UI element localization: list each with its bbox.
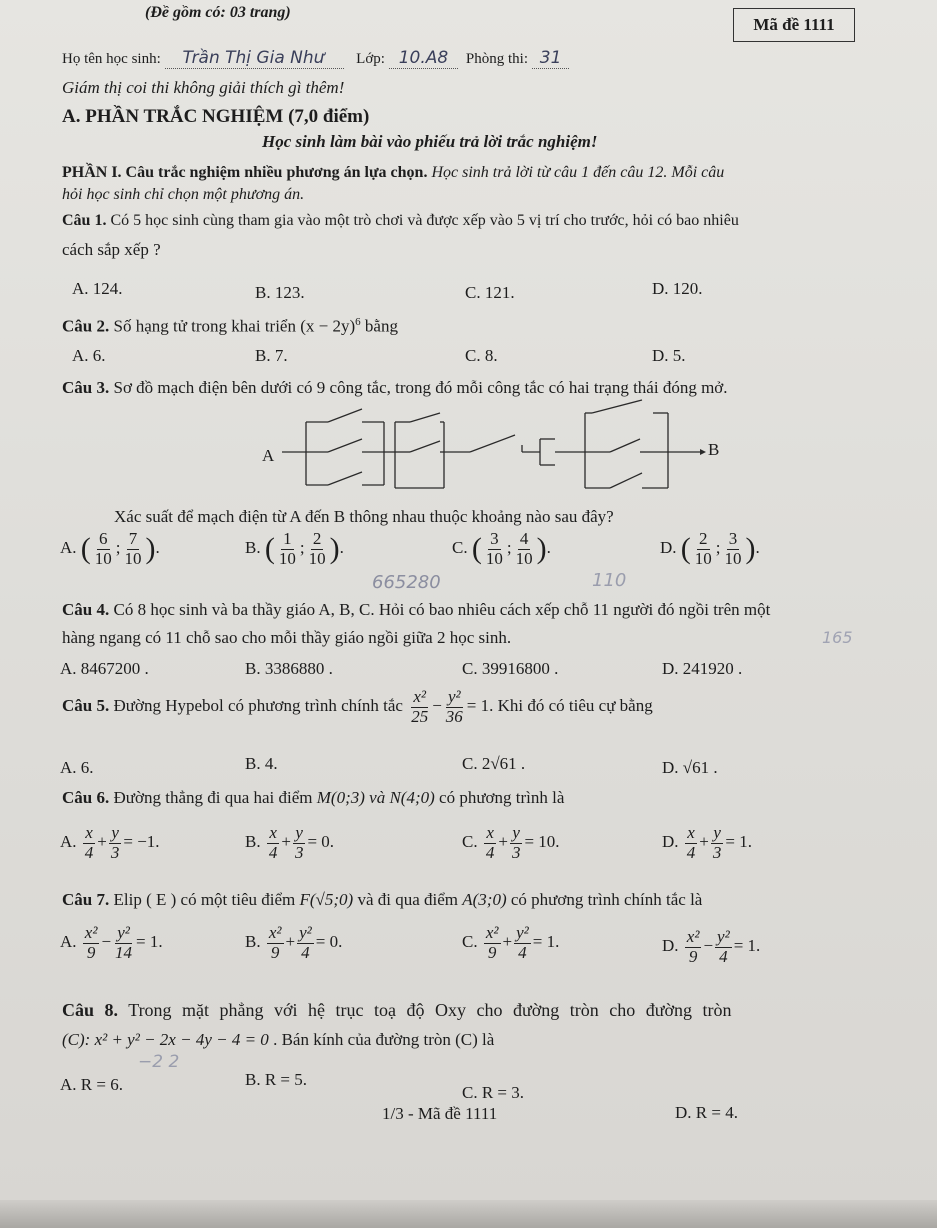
q6-a-3: 3: [110, 842, 120, 862]
q2-text-line: [62, 316, 398, 337]
q3-a-n2: 7: [128, 529, 138, 548]
q4-option-c[interactable]: C. 39916800 .: [462, 659, 559, 678]
q2-exponent: 6: [355, 316, 361, 328]
q1-label: Câu 1.: [62, 212, 107, 229]
q4-text: Có 8 học sinh và ba thầy giáo A, B, C. Hỏi có bao nhiêu cách xếp chỗ 11 người đó ngồi trên một: [113, 600, 771, 619]
q5-text-after: . Khi đó có tiêu cự bằng: [489, 696, 653, 716]
q6-a-y: y: [111, 823, 119, 842]
q3-option-a[interactable]: A. ( $\frac{6}{10}$ ; $\frac{7}{10}$ ).: [60, 529, 160, 568]
q6-b-3: 3: [294, 842, 304, 862]
circuit-node-b: B: [708, 440, 720, 459]
q5-label: Câu 5.: [62, 696, 110, 716]
q2-option-d[interactable]: D. 5.: [652, 346, 686, 365]
q3-d-n1: 2: [699, 529, 708, 548]
q1-text-line2: cách sắp xếp ?: [62, 240, 161, 259]
q3-a-d2: 10: [124, 548, 142, 568]
q3-option-b-letter: B.: [245, 538, 261, 558]
q6-option-c[interactable]: C. $\frac{x}{4}$ + $\frac{y}{3}$ = 10.: [462, 823, 560, 862]
q2-text-after: bằng: [364, 316, 398, 336]
q2-text: Số hạng tử trong khai triển: [113, 316, 296, 336]
q7-text: Elip ( E ) có một tiêu điểm: [113, 890, 296, 909]
q6-b-x: x: [269, 823, 277, 842]
q6-c-rhs: = 10.: [524, 832, 560, 852]
part-one-desc2: hỏi học sinh chỉ chọn một phương án.: [62, 186, 305, 203]
q3-option-d[interactable]: D. ( $\frac{2}{10}$ ; $\frac{3}{10}$ ).: [660, 529, 760, 568]
switch-6: [470, 435, 515, 452]
q6-a-4: 4: [84, 842, 94, 862]
q7-d-rhs: = 1.: [733, 936, 761, 956]
q7-option-c-letter: C.: [462, 932, 478, 952]
q8-text-line1: [62, 1000, 732, 1021]
q6-d-y: y: [713, 823, 721, 842]
page-footer: 1/3 - Mã đề 1111: [382, 1104, 498, 1123]
q4-text-line2: hàng ngang có 11 chỗ sao cho mỗi thầy giáo ngồi giữa 2 học sinh.: [62, 628, 512, 647]
q6-option-d[interactable]: D. $\frac{x}{4}$ + $\frac{y}{3}$ = 1.: [662, 823, 752, 862]
q7-focus: F(√5;0): [299, 890, 354, 909]
q7-text-after: có phương trình chính tắc là: [510, 890, 703, 909]
q7-a-n1: x²: [84, 923, 98, 942]
section-a-instruction: Học sinh làm bài vào phiếu trả lời trắc nghiệm!: [262, 132, 598, 151]
circuit-node-a: A: [262, 446, 275, 465]
q3-c-n2: 4: [519, 529, 529, 548]
q5-option-b[interactable]: B. 4.: [245, 754, 278, 773]
switch-7: [592, 400, 642, 413]
q3-c-d1: 10: [485, 548, 503, 568]
q8-equation: (C): x² + y² − 2x − 4y − 4 = 0: [62, 1030, 269, 1049]
q8-text-after: . Bán kính của đường tròn (C) là: [273, 1030, 495, 1049]
q3-label: Câu 3.: [62, 378, 110, 397]
q6-d-3: 3: [712, 842, 722, 862]
q7-c-n2: y²: [516, 923, 529, 942]
part-one-line1: [62, 164, 724, 182]
q6-text: Đường thẳng đi qua hai điểm: [113, 788, 313, 807]
q3-a-d1: 10: [94, 548, 112, 568]
section-a-title: A. PHẦN TRẮC NGHIỆM (7,0 điểm): [62, 106, 370, 127]
switch-1: [328, 409, 362, 422]
room-value: 31: [532, 48, 570, 69]
q7-a-op: −: [101, 932, 112, 952]
q4-option-b[interactable]: B. 3386880 .: [245, 659, 333, 678]
q3-c-n1: 3: [490, 529, 499, 548]
q7-b-d1: 9: [270, 942, 280, 962]
q5-rhs: = 1: [466, 696, 490, 716]
q5-n2: y²: [447, 687, 461, 706]
q3-option-c-letter: C.: [452, 538, 468, 558]
q7-option-d[interactable]: [662, 928, 760, 966]
q3-b-d2: 10: [308, 548, 326, 568]
q7-a-d1: 9: [86, 942, 96, 962]
circuit-diagram: [250, 395, 730, 505]
q6-d-rhs: = 1.: [725, 832, 752, 852]
q7-d-d2: 4: [719, 946, 728, 966]
q3-option-a-letter: A.: [60, 538, 77, 558]
q6-text-line: [62, 788, 564, 808]
switch-2: [328, 439, 362, 452]
q4-option-d[interactable]: D. 241920 .: [662, 659, 743, 678]
q7-option-d-letter: D.: [662, 936, 679, 956]
q5-option-a[interactable]: A. 6.: [60, 758, 94, 777]
q7-a-n2: y²: [117, 923, 130, 942]
q3-scribble: 665280: [372, 572, 441, 593]
q6-option-c-letter: C.: [462, 832, 478, 852]
q2-option-b[interactable]: B. 7.: [255, 346, 288, 365]
class-label: Lớp:: [356, 51, 385, 67]
q7-option-b-letter: B.: [245, 932, 261, 952]
q1-text-line1: [62, 212, 739, 230]
q6-option-b-letter: B.: [245, 832, 261, 852]
q7-d-d1: 9: [688, 946, 698, 966]
q7-d-n1: x²: [686, 927, 700, 946]
q7-option-a-letter: A.: [60, 932, 77, 952]
q3-option-d-letter: D.: [660, 538, 677, 558]
q7-b-rhs: = 0.: [315, 932, 343, 952]
pages-note: (Đề gồm có: 03 trang): [145, 4, 291, 21]
q6-b-4: 4: [268, 842, 278, 862]
student-name-value: Trần Thị Gia Như: [165, 48, 345, 69]
q8-label: Câu 8.: [62, 1000, 119, 1020]
q3-d-d1: 10: [694, 548, 712, 568]
q1-option-b[interactable]: B. 123.: [255, 283, 305, 302]
q7-b-n2: y²: [299, 923, 312, 942]
q3-text: Sơ đồ mạch điện bên dưới có 9 công tắc, trong đó mỗi công tắc có hai trạng thái đóng mở.: [113, 378, 728, 397]
switch-5: [410, 441, 440, 452]
q8-text-line2: [62, 1030, 494, 1050]
student-name-label: Họ tên học sinh:: [62, 51, 161, 67]
switch-3: [328, 472, 362, 485]
q6-a-rhs: = −1.: [123, 832, 160, 852]
q3-b-n2: 2: [312, 529, 322, 548]
q1-option-a[interactable]: A. 124.: [72, 279, 123, 298]
q6-option-a[interactable]: A. $\frac{x}{4}$ + $\frac{y}{3}$ = −1.: [60, 823, 160, 862]
switch-9: [610, 473, 642, 488]
q7-b-d2: 4: [301, 942, 310, 962]
q1-text: Có 5 học sinh cùng tham gia vào một trò chơi và được xếp vào 5 vị trí cho trước, hỏi có bao nhiêu: [110, 212, 739, 229]
q3-d-n2: 3: [728, 529, 738, 548]
q4-text-line1: [62, 600, 770, 620]
q8-text: Trong mặt phẳng với hệ trục toạ độ Oxy cho đường tròn cho đường tròn: [128, 1000, 732, 1020]
q7-option-b[interactable]: [245, 924, 342, 962]
q6-c-4: 4: [485, 842, 495, 862]
q6-option-b[interactable]: B. $\frac{x}{4}$ + $\frac{y}{3}$ = 0.: [245, 823, 335, 862]
q7-option-a[interactable]: [60, 924, 163, 962]
q1-option-d[interactable]: D. 120.: [652, 279, 703, 298]
q3-c-d2: 10: [515, 548, 533, 568]
q6-c-3: 3: [511, 842, 521, 862]
switch-4: [410, 413, 440, 422]
q7-c-d1: 9: [487, 942, 497, 962]
q2-label: Câu 2.: [62, 316, 110, 336]
q3-scribble-2: 110: [592, 570, 627, 591]
q8-option-d[interactable]: D. R = 4.: [675, 1103, 738, 1122]
q6-b-y: y: [295, 823, 303, 842]
q4-scribble: 165: [822, 628, 853, 647]
q7-b-op: +: [285, 932, 296, 952]
q7-text-mid: và đi qua điểm: [357, 890, 459, 909]
q3-a-n1: 6: [99, 529, 108, 548]
photo-bottom-edge: [0, 1200, 937, 1228]
q8-option-b[interactable]: B. R = 5.: [245, 1070, 308, 1089]
q6-option-d-letter: D.: [662, 832, 679, 852]
q3-b-n1: 1: [283, 529, 292, 548]
part-one-desc1: Học sinh trả lời từ câu 1 đến câu 12. Mỗi câu: [431, 164, 725, 181]
q2-option-c[interactable]: C. 8.: [465, 346, 498, 365]
q5-d1: 25: [411, 706, 429, 726]
room-label: Phòng thi:: [465, 51, 529, 67]
q6-text-after: có phương trình là: [439, 788, 565, 807]
q3-subquestion: Xác suất để mạch điện từ A đến B thông nhau thuộc khoảng nào sau đây?: [114, 507, 614, 526]
student-info-line: [62, 48, 569, 68]
switch-8: [610, 439, 640, 452]
q6-label: Câu 6.: [62, 788, 110, 807]
q7-a-rhs: = 1.: [136, 932, 163, 952]
q2-option-a[interactable]: A. 6.: [72, 346, 106, 365]
q4-option-a[interactable]: A. 8467200 .: [60, 659, 149, 678]
q1-option-c[interactable]: C. 121.: [465, 283, 515, 302]
q7-d-n2: y²: [717, 927, 730, 946]
q8-scribble: −2 2: [138, 1052, 180, 1072]
q6-d-4: 4: [686, 842, 696, 862]
q7-point: A(3;0): [462, 890, 507, 909]
q5-option-d[interactable]: D. √61 .: [662, 758, 718, 777]
q6-c-y: y: [512, 823, 520, 842]
q6-option-a-letter: A.: [60, 832, 77, 852]
q7-option-c[interactable]: [462, 924, 559, 962]
q7-c-rhs: = 1.: [532, 932, 560, 952]
q7-c-n1: x²: [485, 923, 499, 942]
q8-option-c[interactable]: C. R = 3.: [462, 1083, 525, 1102]
q3-b-d1: 10: [278, 548, 296, 568]
q7-d-op: −: [703, 936, 714, 956]
q6-a-x: x: [85, 823, 93, 842]
exam-code-box: Mã đề 1111: [733, 8, 855, 42]
q5-n1: x²: [413, 687, 427, 706]
proctor-note: Giám thị coi thi không giải thích gì thêm!: [62, 78, 345, 97]
q6-d-x: x: [687, 823, 695, 842]
q6-c-x: x: [486, 823, 494, 842]
q7-b-n1: x²: [268, 923, 282, 942]
q8-option-a[interactable]: A. R = 6.: [60, 1075, 123, 1094]
q5-d2: 36: [445, 706, 463, 726]
q6-b-rhs: = 0.: [307, 832, 335, 852]
q2-expr: (x − 2y): [300, 316, 356, 336]
class-value: 10.A8: [389, 48, 458, 69]
q6-points: M(0;3) và N(4;0): [316, 788, 435, 807]
q5-text: Đường Hypebol có phương trình chính tắc: [113, 696, 403, 716]
q3-d-d2: 10: [724, 548, 742, 568]
q7-c-op: +: [502, 932, 513, 952]
q7-label: Câu 7.: [62, 890, 110, 909]
q7-c-d2: 4: [518, 942, 527, 962]
q3-option-c[interactable]: C. ( $\frac{3}{10}$ ; $\frac{4}{10}$ ).: [452, 529, 551, 568]
q3-option-b[interactable]: B. ( $\frac{1}{10}$ ; $\frac{2}{10}$ ).: [245, 529, 344, 568]
q7-a-d2: 14: [115, 942, 133, 962]
q4-label: Câu 4.: [62, 600, 110, 619]
q5-text-line: Câu 5. Đường Hypebol có phương trình chính tắc $\frac{\text{x²}}{25}$ − $\frac{\text{y²}}{36}$ = 1. Khi đó có tiêu cự bằng: [62, 687, 653, 726]
q5-option-c[interactable]: C. 2√61 .: [462, 754, 526, 773]
part-one-heading: PHẦN I. Câu trắc nghiệm nhiều phương án lựa chọn.: [62, 164, 428, 181]
q7-text-line: [62, 890, 702, 910]
